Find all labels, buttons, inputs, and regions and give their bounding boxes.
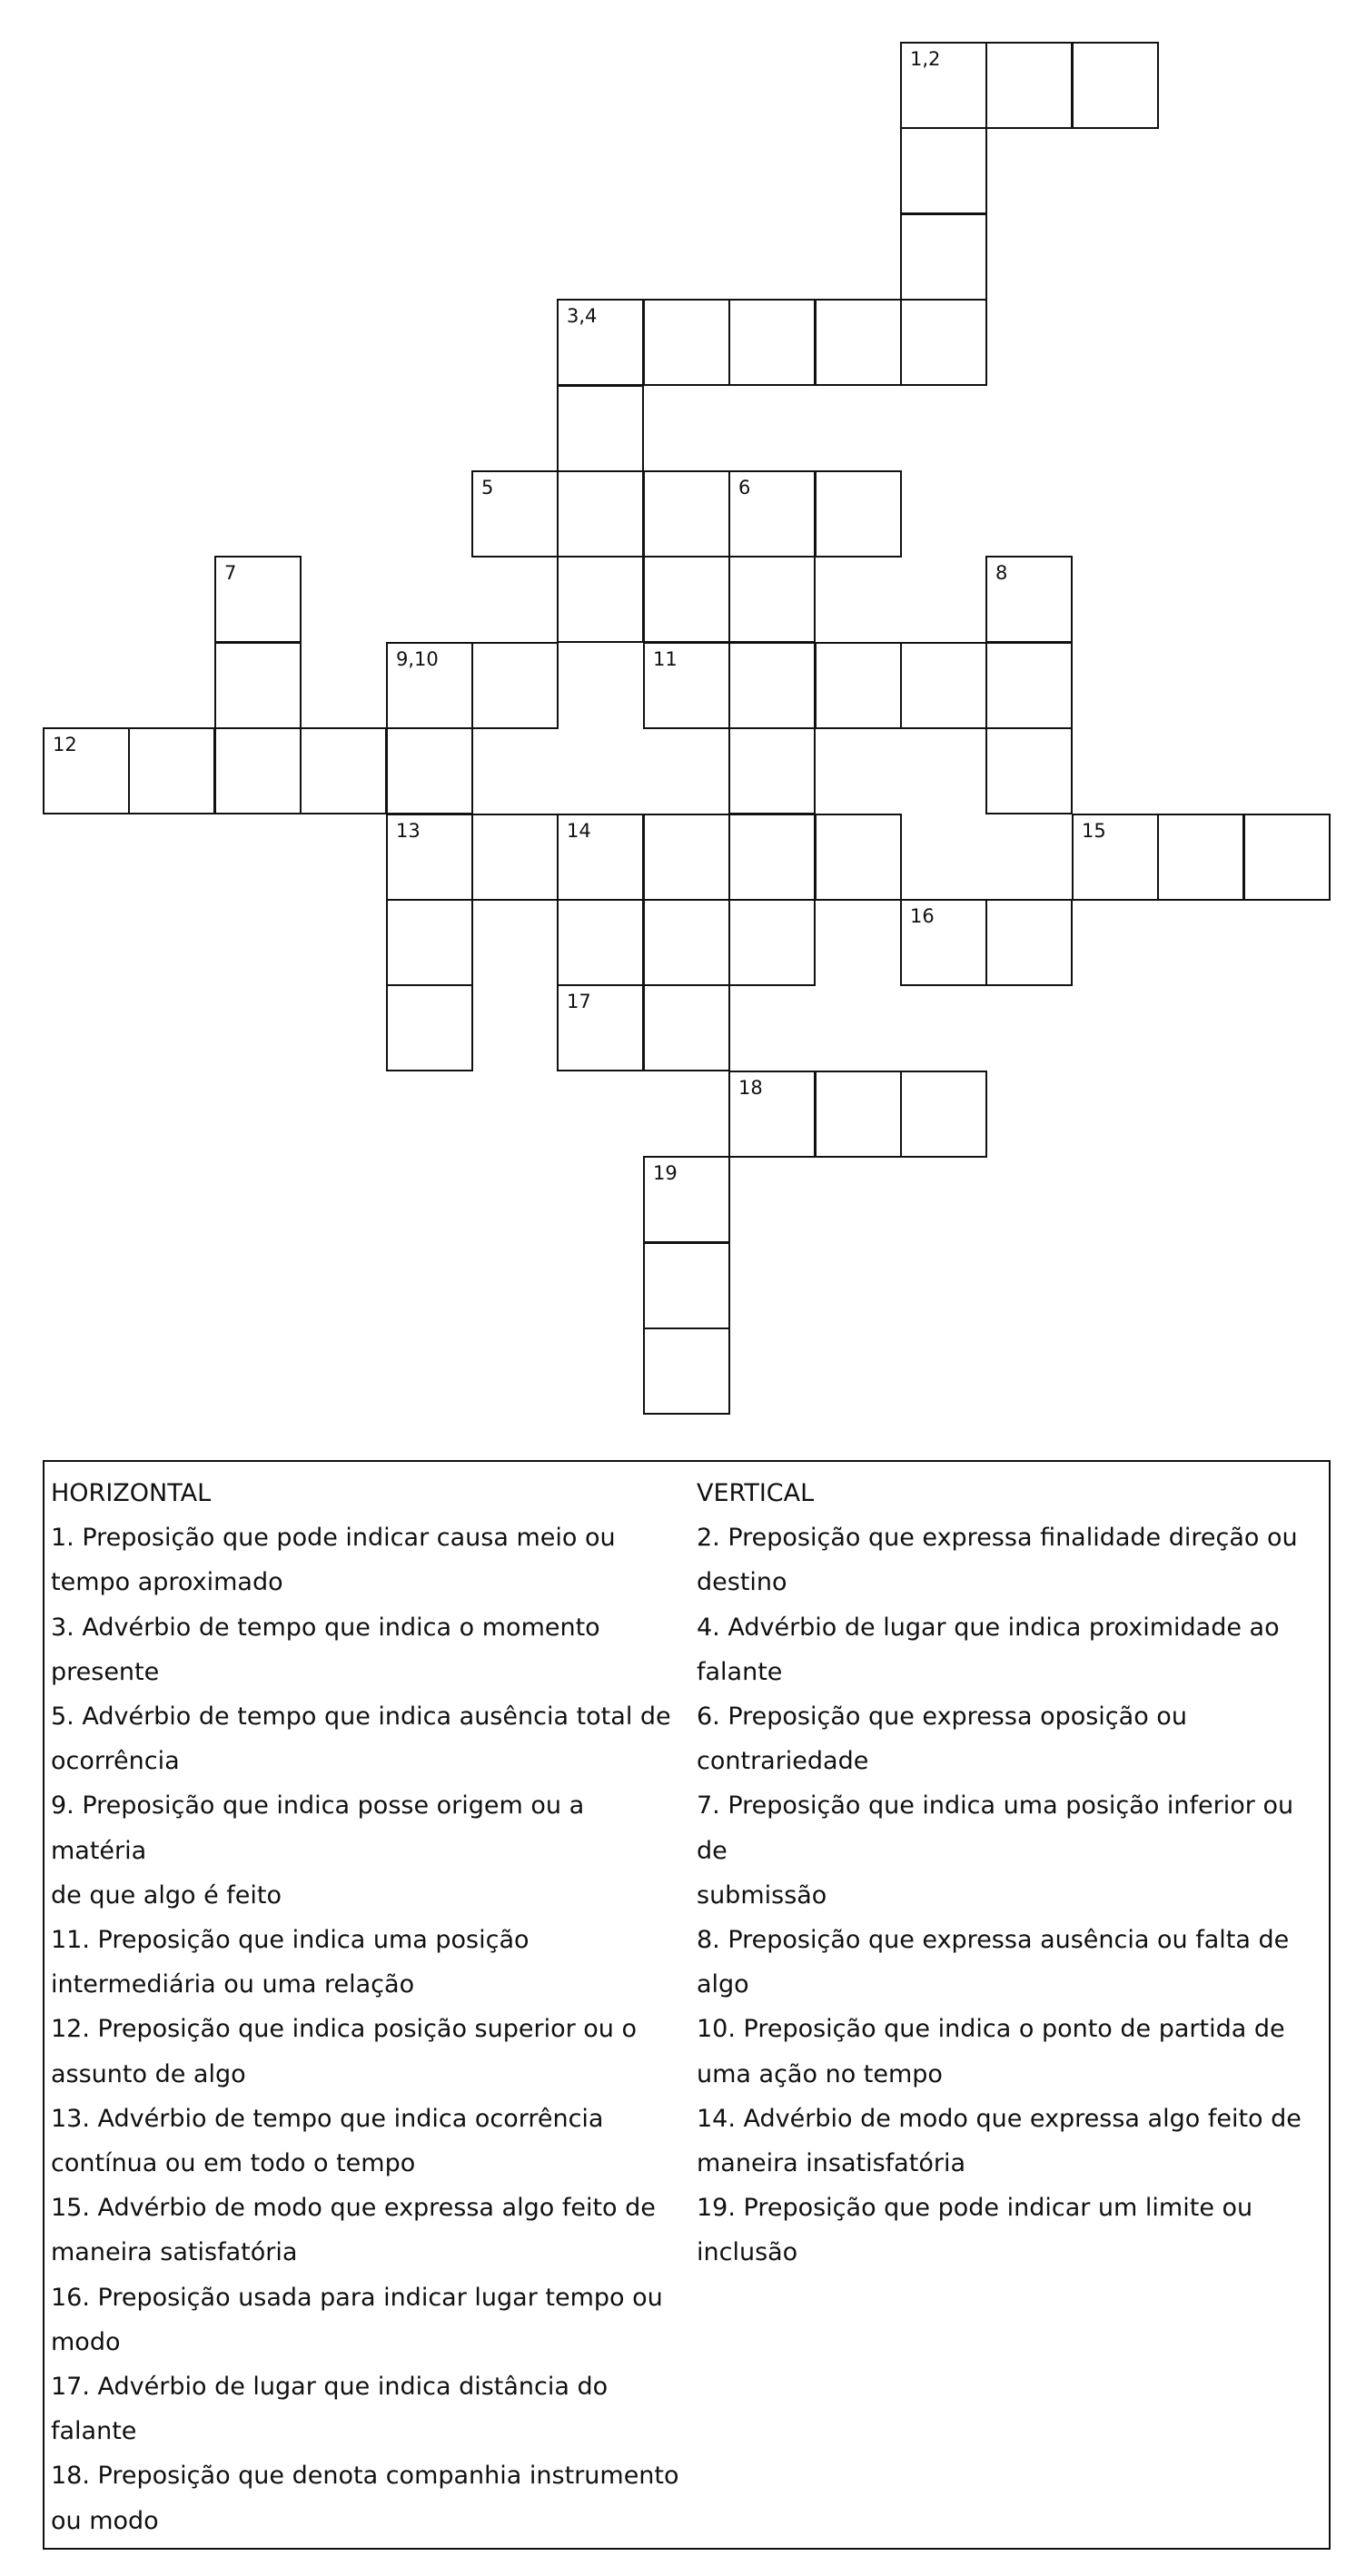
crossword-cell[interactable] (900, 213, 987, 301)
clue-h18-line2: ou modo (51, 2506, 159, 2535)
crossword-cell[interactable] (300, 727, 387, 814)
clue-h1-line2: tempo aproximado (51, 1568, 283, 1597)
crossword-cell[interactable] (815, 814, 902, 901)
clue-box (43, 1460, 1331, 2550)
crossword-cell[interactable] (985, 727, 1073, 814)
crossword-cell[interactable] (900, 899, 987, 986)
clue-number: 3,4 (567, 305, 598, 327)
crossword-cell[interactable] (557, 984, 644, 1071)
crossword-cell[interactable] (728, 299, 816, 386)
crossword-cell[interactable] (471, 814, 559, 901)
crossword-cell[interactable] (900, 1071, 987, 1158)
clue-h13-line1: 13. Advérbio de tempo que indica ocorrência (51, 2104, 604, 2133)
crossword-cell[interactable] (386, 642, 473, 729)
clue-v8-line2: algo (697, 1970, 749, 1999)
crossword-cell[interactable] (643, 814, 730, 901)
crossword-cell[interactable] (643, 470, 730, 558)
crossword-cell[interactable] (728, 899, 816, 986)
vertical-clues (697, 1471, 1325, 2275)
crossword-cell[interactable] (728, 814, 816, 901)
clue-number: 17 (567, 991, 591, 1012)
clue-v19-line2: inclusão (697, 2238, 798, 2267)
crossword-cell[interactable] (557, 470, 644, 558)
clue-h15-line2: maneira satisfatória (51, 2238, 298, 2267)
horizontal-clues (51, 1471, 687, 2543)
crossword-cell[interactable] (900, 299, 987, 386)
clue-number: 19 (653, 1162, 678, 1184)
clue-v7-line1: 7. Preposição que indica uma posição inferior ou de (697, 1791, 1294, 1865)
clue-v6-line1: 6. Preposição que expressa oposição ou (697, 1703, 1187, 1732)
crossword-cell[interactable] (1072, 814, 1159, 901)
clue-h18-line1: 18. Preposição que denota companhia instrumento (51, 2462, 679, 2491)
crossword-cell[interactable] (728, 1071, 816, 1158)
crossword-cell[interactable] (985, 556, 1073, 643)
clue-h12-line1: 12. Preposição que indica posição superior ou o (51, 2015, 638, 2044)
crossword-cell[interactable] (643, 299, 730, 386)
clue-h5-line2: ocorrência (51, 1747, 180, 1776)
clue-h13-line2: contínua ou em todo o tempo (51, 2149, 416, 2178)
crossword-cell[interactable] (214, 642, 302, 729)
clue-v4-line2: falante (697, 1657, 783, 1686)
crossword-cell[interactable] (557, 556, 644, 643)
crossword-cell[interactable] (643, 642, 730, 729)
clue-h17-line1: 17. Advérbio de lugar que indica distância do (51, 2373, 609, 2402)
clue-h11-line1: 11. Preposição que indica uma posição (51, 1926, 530, 1955)
clue-v2-line1: 2. Preposição que expressa finalidade direção ou (697, 1524, 1298, 1553)
clue-v8-line1: 8. Preposição que expressa ausência ou falta de (697, 1926, 1290, 1955)
clue-v7-line2: submissão (697, 1880, 827, 1910)
crossword-cell[interactable] (985, 899, 1073, 986)
crossword-cell[interactable] (557, 299, 644, 386)
vertical-heading: VERTICAL (697, 1479, 815, 1507)
crossword-cell[interactable] (900, 42, 987, 129)
crossword-cell[interactable] (815, 642, 902, 729)
crossword-cell[interactable] (128, 727, 215, 814)
clue-number: 13 (396, 820, 421, 842)
crossword-cell[interactable] (43, 727, 130, 814)
clue-v10-line2: uma ação no tempo (697, 2059, 943, 2088)
crossword-cell[interactable] (471, 470, 559, 558)
crossword-cell[interactable] (557, 899, 644, 986)
clue-v6-line2: contrariedade (697, 1747, 869, 1776)
crossword-cell[interactable] (386, 727, 473, 814)
crossword-cell[interactable] (643, 556, 730, 643)
crossword-cell[interactable] (728, 642, 816, 729)
crossword-cell[interactable] (214, 556, 302, 643)
crossword-cell[interactable] (815, 299, 902, 386)
crossword-cell[interactable] (214, 727, 302, 814)
crossword-cell[interactable] (728, 470, 816, 558)
clue-number: 1,2 (910, 48, 941, 70)
crossword-cell[interactable] (557, 814, 644, 901)
crossword-cell[interactable] (1072, 42, 1159, 129)
crossword-cell[interactable] (643, 1156, 730, 1243)
horizontal-heading: HORIZONTAL (51, 1479, 212, 1507)
crossword-cell[interactable] (728, 727, 816, 814)
crossword-cell[interactable] (728, 556, 816, 643)
clue-h9-line1: 9. Preposição que indica posse origem ou a matéria (51, 1791, 585, 1865)
clue-h16-line2: modo (51, 2327, 121, 2356)
crossword-cell[interactable] (900, 127, 987, 214)
clue-number: 15 (1082, 820, 1106, 842)
crossword-cell[interactable] (386, 984, 473, 1071)
clue-v2-line2: destino (697, 1568, 787, 1597)
crossword-cell[interactable] (643, 1327, 730, 1415)
clue-h15-line1: 15. Advérbio de modo que expressa algo feito de (51, 2194, 656, 2223)
clue-h1-line1: 1. Preposição que pode indicar causa meio ou (51, 1524, 616, 1553)
crossword-cell[interactable] (643, 984, 730, 1071)
clue-number: 12 (53, 734, 77, 755)
crossword-cell[interactable] (386, 814, 473, 901)
clue-number: 8 (995, 562, 1008, 584)
clue-v14-line1: 14. Advérbio de modo que expressa algo feito de (697, 2104, 1302, 2133)
clue-h3-line1: 3. Advérbio de tempo que indica o momento (51, 1613, 600, 1642)
clue-number: 18 (738, 1077, 763, 1099)
crossword-cell[interactable] (386, 899, 473, 986)
crossword-cell[interactable] (557, 385, 644, 472)
clue-number: 6 (738, 477, 751, 498)
crossword-cell[interactable] (471, 642, 559, 729)
clue-h17-line2: falante (51, 2417, 137, 2446)
crossword-cell[interactable] (985, 42, 1073, 129)
clue-h5-line1: 5. Advérbio de tempo que indica ausência total de (51, 1703, 671, 1732)
crossword-cell[interactable] (900, 642, 987, 729)
clue-number: 5 (481, 477, 494, 498)
crossword-cell[interactable] (815, 1071, 902, 1158)
crossword-cell[interactable] (985, 642, 1073, 729)
crossword-cell[interactable] (1243, 814, 1331, 901)
clue-number: 9,10 (396, 648, 439, 670)
clue-v4-line1: 4. Advérbio de lugar que indica proximidade ao (697, 1613, 1280, 1642)
crossword-cell[interactable] (815, 470, 902, 558)
clue-h9-line2: de que algo é feito (51, 1880, 282, 1910)
clue-number: 7 (224, 562, 237, 584)
clue-h3-line2: presente (51, 1657, 160, 1686)
crossword-cell[interactable] (643, 1242, 730, 1329)
clue-v10-line1: 10. Preposição que indica o ponto de partida de (697, 2015, 1285, 2044)
clue-v14-line2: maneira insatisfatória (697, 2149, 965, 2178)
crossword-cell[interactable] (1157, 814, 1244, 901)
clue-h11-line2: intermediária ou uma relação (51, 1970, 415, 1999)
clue-number: 14 (567, 820, 591, 842)
clue-number: 11 (653, 648, 678, 670)
clue-number: 16 (910, 905, 935, 927)
clue-h12-line2: assunto de algo (51, 2059, 246, 2088)
clue-h16-line1: 16. Preposição usada para indicar lugar tempo ou (51, 2283, 663, 2312)
clue-v19-line1: 19. Preposição que pode indicar um limite ou (697, 2194, 1253, 2223)
crossword-cell[interactable] (643, 899, 730, 986)
